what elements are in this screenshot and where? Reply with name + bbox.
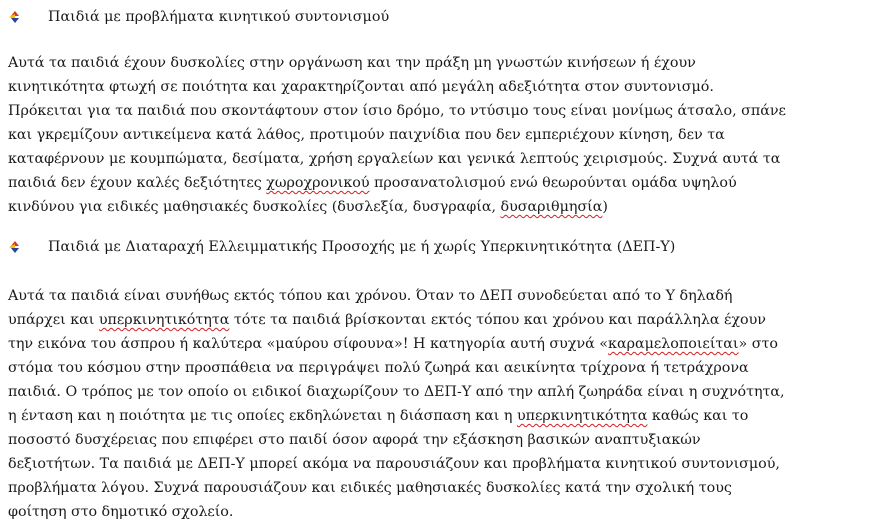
text-line: ποσοστό δυσχέρειας που επιφέρει στο παιδί όσον αφορά την εξάσκηση βασικών αναπτυξιακών — [8, 432, 701, 448]
spellcheck-word[interactable]: καραμελοποιείται — [608, 336, 739, 352]
spellcheck-word[interactable]: χωροχρονικού — [266, 175, 370, 191]
text-line: Αυτά τα παιδιά έχουν δυσκολίες στην οργάνωση και την πράξη μη γνωστών κινήσεων ή έχουν — [8, 55, 696, 71]
text-line: κινδύνου για ειδικές μαθησιακές δυσκολίες (δυσλεξία, δυσγραφία, δυσαριθμησία) — [8, 199, 608, 215]
spellcheck-word[interactable]: υπερκινητικότητα — [98, 312, 230, 328]
text-line: παιδιά δεν έχουν καλές δεξιότητες χωροχρονικού προσανατολισμού ενώ θεωρούνται ομάδα υψηλού — [8, 175, 737, 191]
section-heading — [8, 5, 389, 29]
heading-text: Παιδιά με προβλήματα κινητικού συντονισμού — [48, 9, 390, 25]
bullet-arrow-icon — [8, 10, 22, 24]
text-line: την εικόνα του άσπρου ή καλύτερα «μαύρου σίφουνα»! Η κατηγορία αυτή συχνά «καραμελοποιείται» στο — [8, 336, 778, 352]
spellcheck-word[interactable]: υπερκινητικότητα — [516, 408, 648, 424]
text-line: κινητικότητα φτωχή σε ποιότητα και χαρακτηρίζονται από μεγάλη αδεξιότητα στον συντονισμό. — [8, 79, 714, 95]
text-line: Αυτά τα παιδιά είναι συνήθως εκτός τόπου και χρόνου. Όταν το ΔΕΠ συνοδεύεται από το Υ δηλαδή — [8, 288, 733, 304]
section-heading — [8, 235, 675, 259]
text-line: και γκρεμίζουν αντικείμενα κατά λάθος, προτιμούν παιχνίδια που δεν εμπεριέχουν κίνηση, δεν τα — [8, 127, 725, 143]
text-line: παιδιά. Ο τρόπος με τον οποίο οι ειδικοί διαχωρίζουν το ΔΕΠ-Υ από την απλή ζωηράδα είναι η συχνότητα, — [8, 384, 785, 400]
text-line: η ένταση και η ποιότητα με τις οποίες εκδηλώνεται η διάσπαση και η υπερκινητικότητα καθώς και το — [8, 408, 749, 424]
text-line: προβλήματα λόγου. Συχνά παρουσιάζουν και ειδικές μαθησιακές δυσκολίες κατά την σχολική τους — [8, 480, 732, 496]
text-line: στόμα του κόσμου στην προσπάθεια να περιγράψει πολύ ζωηρά και αεικίνητα τρίχρονα ή τετράχρονα — [8, 360, 749, 376]
paragraph — [8, 51, 868, 219]
text-line: φοίτηση στο δημοτικό σχολείο. — [8, 504, 234, 520]
text-line: υπάρχει και υπερκινητικότητα τότε τα παιδιά βρίσκονται εκτός τόπου και χρόνου και παράλληλα έχουν — [8, 312, 766, 328]
text-line: καταφέρνουν με κουμπώματα, δεσίματα, χρήση εργαλείων και γενικά λεπτούς χειρισμούς. Συχνά αυτά τα — [8, 151, 781, 167]
heading-text: Παιδιά με Διαταραχή Ελλειμματικής Προσοχής με ή χωρίς Υπερκινητικότητα (ΔΕΠ-Υ) — [48, 239, 676, 255]
bullet-arrow-icon — [8, 240, 22, 254]
text-line: Πρόκειται για τα παιδιά που σκοντάφτουν στον ίσιο δρόμο, το ντύσιμο τους είναι μονίμως άτσαλο, σπάνε — [8, 103, 786, 119]
paragraph — [8, 284, 868, 524]
spellcheck-word[interactable]: δυσαριθμησία — [500, 199, 603, 215]
text-line: δεξιοτήτων. Τα παιδιά με ΔΕΠ-Υ μπορεί ακόμα να παρουσιάζουν και προβλήματα κινητικού συντονισμού, — [8, 456, 780, 472]
